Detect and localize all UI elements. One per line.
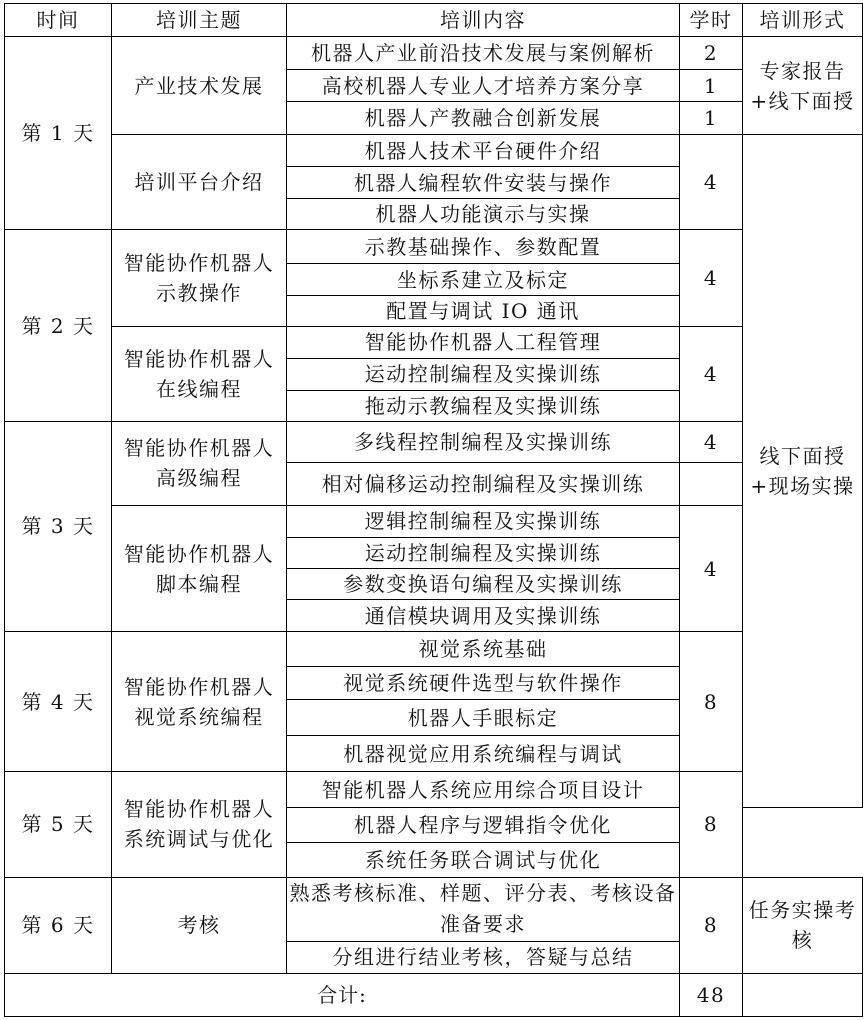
total-form-empty (743, 973, 863, 1016)
day-6: 第 6 天 (5, 877, 112, 973)
content-item: 配置与调试 IO 通讯 (287, 295, 680, 326)
header-row (5, 4, 863, 37)
table-row (5, 505, 863, 537)
content-item: 通信模块调用及实操训练 (287, 600, 680, 632)
topic-assessment: 考核 (112, 877, 287, 973)
form-expert-report: 专家报告+线下面授 (743, 37, 863, 135)
content-item: 机器视觉应用系统编程与调试 (287, 736, 680, 772)
hours-cell: 4 (680, 326, 743, 421)
hours-cell: 8 (680, 772, 743, 877)
table-row (5, 230, 863, 264)
content-item: 智能机器人系统应用综合项目设计 (287, 772, 680, 808)
content-item: 系统任务联合调试与优化 (287, 842, 680, 877)
total-label: 合计: (5, 973, 680, 1016)
table-row (5, 772, 863, 808)
hours-cell: 8 (680, 632, 743, 772)
table-row (5, 326, 863, 358)
content-item: 机器人功能演示与实操 (287, 199, 680, 230)
topic-script-programming: 智能协作机器人脚本编程 (112, 505, 287, 631)
total-row (5, 973, 863, 1016)
content-item: 机器人手眼标定 (287, 700, 680, 736)
content-item: 相对偏移运动控制编程及实操训练 (287, 462, 680, 505)
content-item: 机器人产业前沿技术发展与案例解析 (287, 37, 680, 70)
content-item: 视觉系统硬件选型与软件操作 (287, 667, 680, 700)
day-4: 第 4 天 (5, 632, 112, 772)
content-item: 熟悉考核标准、样题、评分表、考核设备准备要求 (287, 877, 680, 941)
day-1: 第 1 天 (5, 37, 112, 230)
header-topic: 培训主题 (112, 4, 287, 37)
content-item: 运动控制编程及实操训练 (287, 358, 680, 390)
header-time: 时间 (5, 4, 112, 37)
topic-system-debug: 智能协作机器人系统调试与优化 (112, 772, 287, 877)
day-2: 第 2 天 (5, 230, 112, 421)
table-row (5, 877, 863, 941)
topic-online-programming: 智能协作机器人在线编程 (112, 326, 287, 421)
training-schedule-table (4, 3, 863, 1017)
content-item: 多线程控制编程及实操训练 (287, 421, 680, 462)
hours-cell: 1 (680, 102, 743, 135)
content-item: 运动控制编程及实操训练 (287, 537, 680, 568)
hours-cell: 1 (680, 70, 743, 102)
hours-cell: 2 (680, 37, 743, 70)
topic-teach-operation: 智能协作机器人示教操作 (112, 230, 287, 326)
hours-cell: 4 (680, 421, 743, 462)
content-item: 视觉系统基础 (287, 632, 680, 667)
table-row (5, 632, 863, 667)
topic-industry-tech: 产业技术发展 (112, 37, 287, 135)
topic-advanced-programming: 智能协作机器人高级编程 (112, 421, 287, 505)
content-item: 智能协作机器人工程管理 (287, 326, 680, 358)
header-form: 培训形式 (743, 4, 863, 37)
table-row (5, 135, 863, 167)
day-5: 第 5 天 (5, 772, 112, 877)
hours-cell-empty (680, 462, 743, 505)
table-row (5, 37, 863, 70)
content-item: 机器人产教融合创新发展 (287, 102, 680, 135)
form-onsite-practice: 线下面授+现场实操 (743, 135, 863, 808)
topic-platform-intro: 培训平台介绍 (112, 135, 287, 230)
form-task-assessment: 任务实操考核 (743, 877, 863, 973)
content-item: 机器人程序与逻辑指令优化 (287, 808, 680, 842)
content-item: 坐标系建立及标定 (287, 264, 680, 295)
content-item: 拖动示教编程及实操训练 (287, 390, 680, 421)
content-item: 逻辑控制编程及实操训练 (287, 505, 680, 537)
hours-cell: 4 (680, 135, 743, 230)
header-content: 培训内容 (287, 4, 680, 37)
content-item: 机器人技术平台硬件介绍 (287, 135, 680, 167)
content-item: 高校机器人专业人才培养方案分享 (287, 70, 680, 102)
content-item: 机器人编程软件安装与操作 (287, 167, 680, 199)
topic-vision-programming: 智能协作机器人视觉系统编程 (112, 632, 287, 772)
header-hours: 学时 (680, 4, 743, 37)
content-item: 参数变换语句编程及实操训练 (287, 569, 680, 600)
hours-cell: 4 (680, 505, 743, 631)
content-item: 分组进行结业考核，答疑与总结 (287, 941, 680, 973)
content-item: 示教基础操作、参数配置 (287, 230, 680, 264)
table-row (5, 421, 863, 462)
day-3: 第 3 天 (5, 421, 112, 631)
hours-cell: 8 (680, 877, 743, 973)
hours-cell: 4 (680, 230, 743, 326)
total-hours: 48 (680, 973, 743, 1016)
